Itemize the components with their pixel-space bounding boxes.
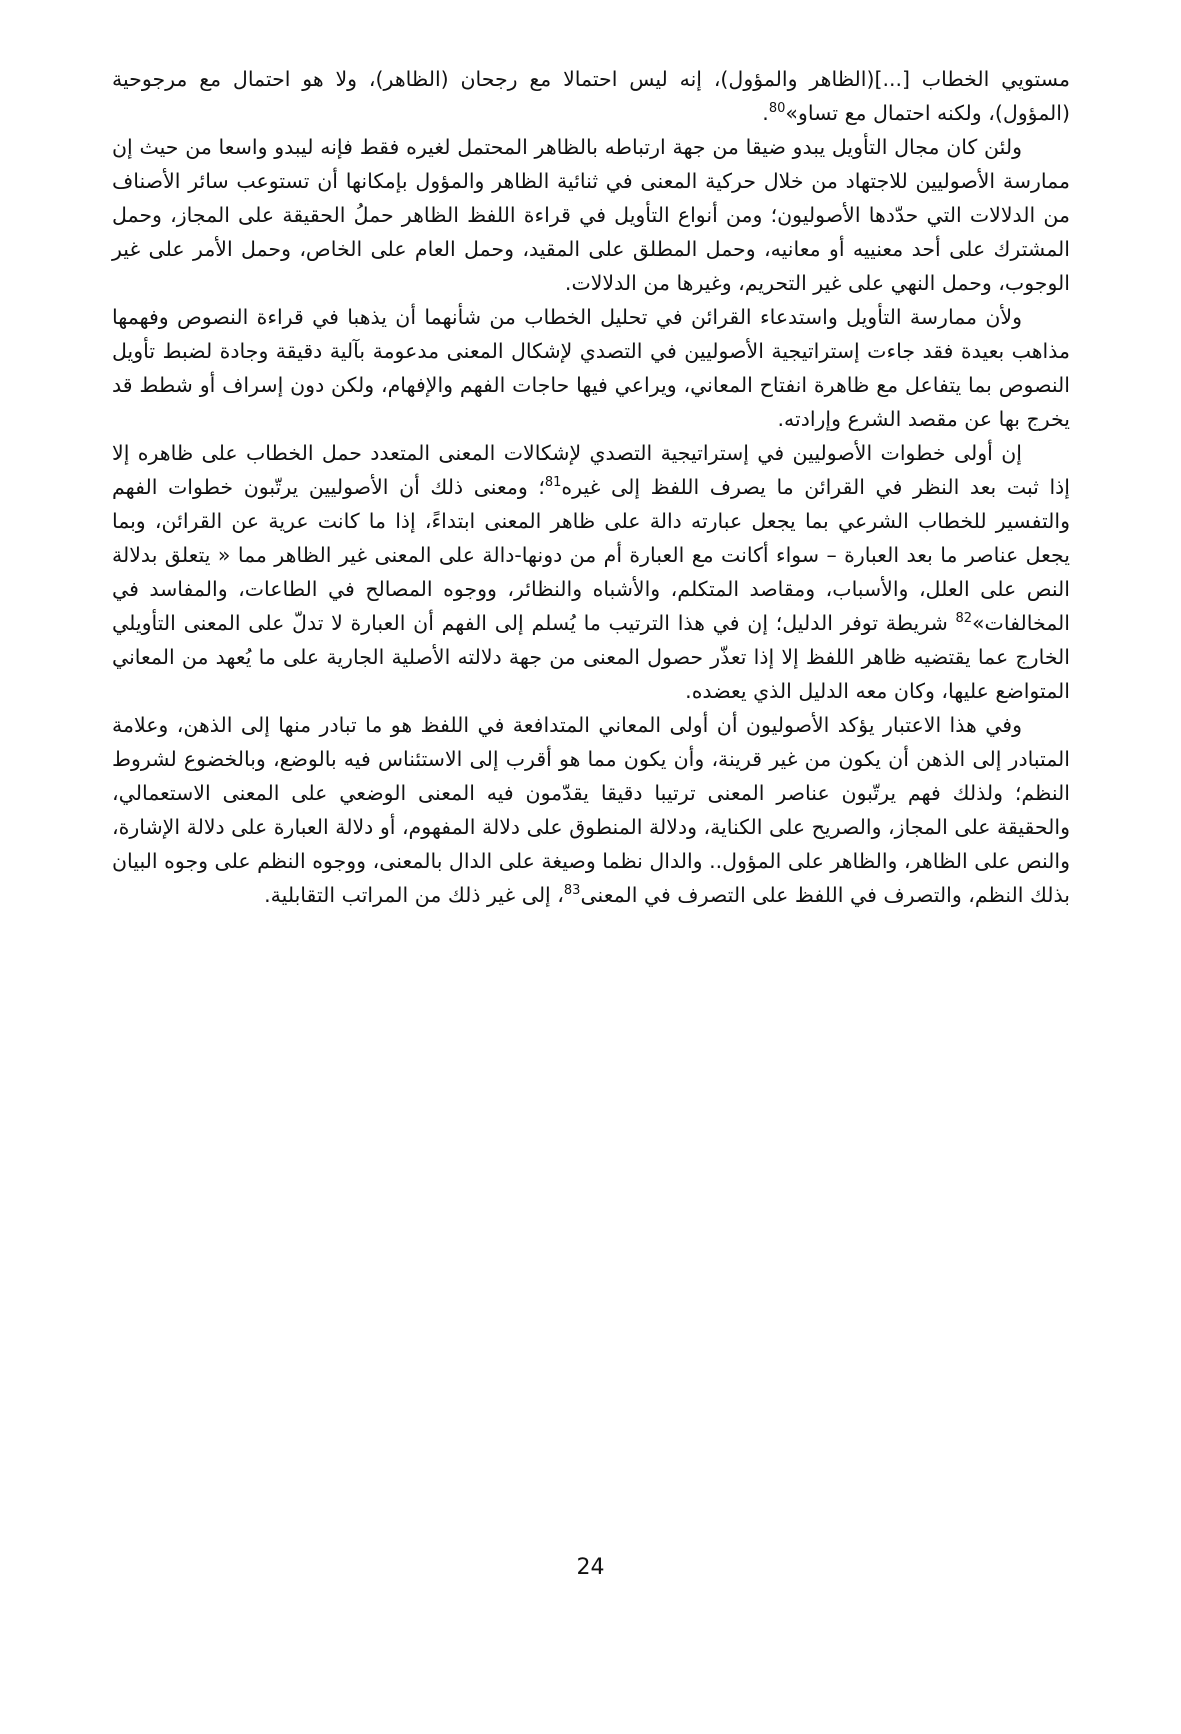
footnote-ref-82: 82	[955, 611, 973, 627]
paragraph-text: ؛ ومعنى ذلك أن الأصوليين يرتّبون خطوات الفهم والتفسير للخطاب الشرعي بما يجعل عبارته دالة على ظاهر المعنى ابتداءً، إذا ما كانت عرية عن القرائن، وبما يجعل عناصر ما بعد العبارة – سواء أكانت مع العبارة أم من دونها-دالة على المعنى غير الظاهر مما « يتعلق بدلالة النص على العلل، والأسباب، ومقاصد المتكلم، والأشباه والنظائر، ووجوه المصالح في الطاعات، والمفاسد في المخالفات»	[112, 475, 1070, 635]
footnote-ref-83: 83	[563, 883, 581, 899]
paragraph-2	[112, 130, 1070, 300]
paragraph-text: مستويي الخطاب [...](الظاهر والمؤول)، إنه ليس احتمالا مع رجحان (الظاهر)، ولا هو احتمال مع مرجوحية (المؤول)، ولكنه احتمال مع تساو»	[112, 67, 1070, 125]
footnote-ref-80: 80	[768, 101, 786, 117]
paragraph-text: إن أولى خطوات الأصوليين في إستراتيجية التصدي لإشكالات المعنى المتعدد حمل الخطاب على ظاهره إلا إذا ثبت بعد النظر في القرائن ما يصرف اللفظ إلى غيره	[112, 441, 1070, 499]
paragraph-text: وفي هذا الاعتبار يؤكد الأصوليون أن أولى المعاني المتدافعة في اللفظ هو ما تبادر منها إلى الذهن، وعلامة المتبادر إلى الذهن أن يكون من غير قرينة، وأن يكون مما هو أقرب إلى الاستئناس فيه بالوضع، وبالخضوع لشروط النظم؛ ولذلك فهم يرتّبون عناصر المعنى ترتيبا دقيقا يقدّمون فيه المعنى الوضعي على المعنى الاستعمالي، والحقيقة على المجاز، والصريح على الكناية، ودلالة المنطوق على دلالة المفهوم، أو دلالة العبارة على دلالة الإشارة، والنص على الظاهر، والظاهر على المؤول.. والدال نظما وصيغة على الدال بالمعنى، ووجوه النظم على وجوه البيان بذلك النظم، والتصرف في اللفظ على التصرف في المعنى	[111, 713, 1070, 907]
paragraph-text: .	[762, 101, 769, 125]
paragraph-5	[112, 708, 1070, 912]
page-number: 24	[576, 1555, 605, 1580]
paragraph-4	[112, 436, 1070, 708]
paragraph-text: ولأن ممارسة التأويل واستدعاء القرائن في تحليل الخطاب من شأنهما أن يذهبا في قراءة النصوص وفهمها مذاهب بعيدة فقد جاءت إستراتيجية الأصوليين في التصدي لإشكال المعنى مدعومة بآلية دقيقة وجادة لضبط تأويل النصوص بما يتفاعل مع ظاهرة انفتاح المعاني، ويراعي فيها حاجات الفهم والإفهام، ولكن دون إسراف أو شطط قد يخرج بها عن مقصد الشرع وإرادته.	[112, 305, 1070, 431]
paragraph-3	[112, 300, 1070, 436]
paragraph-1	[112, 62, 1070, 130]
paragraph-text: شريطة توفر الدليل؛ إن في هذا الترتيب ما يُسلم إلى الفهم أن العبارة لا تدلّ على المعنى التأويلي الخارج عما يقتضيه ظاهر اللفظ إلا إذا تعذّر حصول المعنى من جهة دلالته الأصلية الجارية على ما يُعهد من المعاني المتواضع عليها، وكان معه الدليل الذي يعضده.	[112, 611, 1070, 703]
paragraph-text: ، إلى غير ذلك من المراتب التقابلية.	[264, 883, 564, 907]
body-text	[112, 62, 1070, 912]
footnote-ref-81: 81	[544, 475, 562, 491]
paragraph-text: ولئن كان مجال التأويل يبدو ضيقا من جهة ارتباطه بالظاهر المحتمل لغيره فقط فإنه ليبدو واسعا من حيث إن ممارسة الأصوليين للاجتهاد من خلال حركية المعنى في ثنائية الظاهر والمؤول بإمكانها أن تستوعب سائر الأصناف من الدلالات التي حدّدها الأصوليون؛ ومن أنواع التأويل في قراءة اللفظ الظاهر حملُ الحقيقة على المجاز، وحمل المشترك على أحد معنييه أو معانيه، وحمل المطلق على المقيد، وحمل العام على الخاص، وحمل الأمر على غير الوجوب، وحمل النهي على غير التحريم، وغيرها من الدلالات.	[112, 135, 1070, 295]
